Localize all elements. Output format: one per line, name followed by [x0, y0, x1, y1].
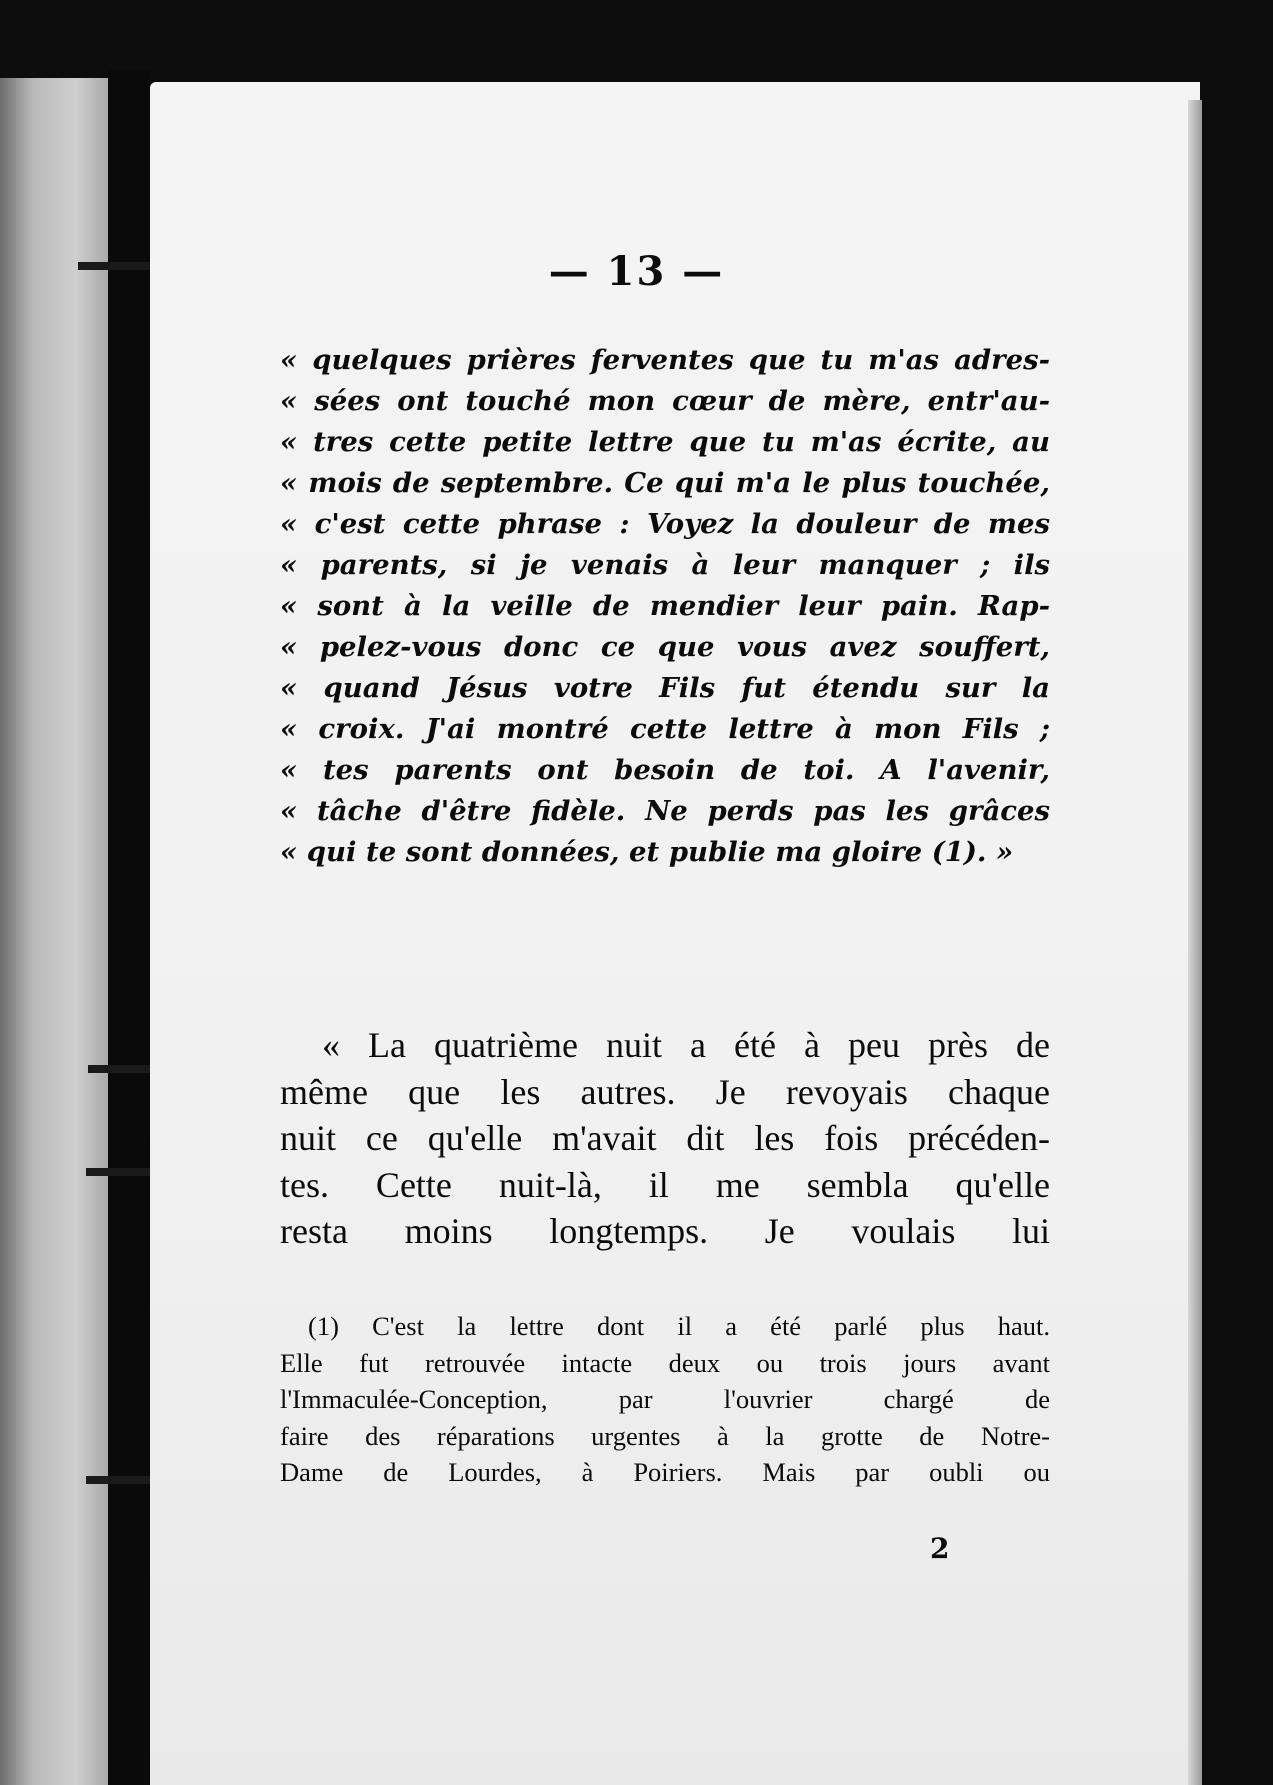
quote-line: « parents, si je venais à leur manquer ; ils [280, 549, 1050, 581]
quote-line: « quelques prières ferventes que tu m'as adres- [280, 344, 1050, 376]
footnote-line: (1) C'est la lettre dont il a été parlé plus haut. [308, 1311, 1050, 1341]
quote-line: « c'est cette phrase : Voyez la douleur de mes [280, 508, 1050, 540]
quote-line: « tâche d'être fidèle. Ne perds pas les grâces [280, 795, 1050, 827]
quote-line: « pelez-vous donc ce que vous avez souffert, [280, 631, 1050, 663]
quote-line: « tes parents ont besoin de toi. A l'avenir, [280, 754, 1050, 786]
body-line: resta moins longtemps. Je voulais lui [280, 1211, 1050, 1251]
footnote-line: faire des réparations urgentes à la grotte de Notre- [280, 1420, 1050, 1451]
quote-line: « qui te sont données, et publie ma gloire (1). » [280, 836, 1014, 868]
body-line: tes. Cette nuit-là, il me sembla qu'elle [280, 1164, 1050, 1205]
footnote-line: l'Immaculée-Conception, par l'ouvrier chargé de [280, 1384, 1050, 1414]
body-line: même que les autres. Je revoyais chaque [280, 1071, 1050, 1112]
page-number-header: — 13 — [548, 248, 725, 295]
quote-line: « croix. J'ai montré cette lettre à mon Fils ; [280, 713, 1050, 745]
body-line: « La quatrième nuit a été à peu près de [322, 1025, 1050, 1065]
book-gutter [108, 70, 150, 1785]
footnote-line: Elle fut retrouvée intacte deux ou trois jours avant [280, 1347, 1050, 1378]
quote-line: « mois de septembre. Ce qui m'a le plus touchée, [280, 467, 1050, 499]
signature-mark: 2 [930, 1532, 950, 1565]
quote-line: « sont à la veille de mendier leur pain. Rap- [280, 590, 1050, 622]
quote-line: « sées ont touché mon cœur de mère, entr'au- [280, 385, 1050, 417]
quote-line: « tres cette petite lettre que tu m'as écrite, au [280, 426, 1050, 458]
body-paragraph [280, 1022, 1050, 1255]
body-line: nuit ce qu'elle m'avait dit les fois précéden- [280, 1118, 1050, 1158]
footnote [280, 1308, 1050, 1491]
book-page [150, 82, 1200, 1785]
footnote-line: Dame de Lourdes, à Poiriers. Mais par oubli ou [280, 1457, 1050, 1487]
previous-page-edge [0, 78, 108, 1785]
quote-line: « quand Jésus votre Fils fut étendu sur la [280, 672, 1050, 704]
page-edge-shadow [1188, 100, 1202, 1785]
italic-quotation [280, 340, 1050, 873]
